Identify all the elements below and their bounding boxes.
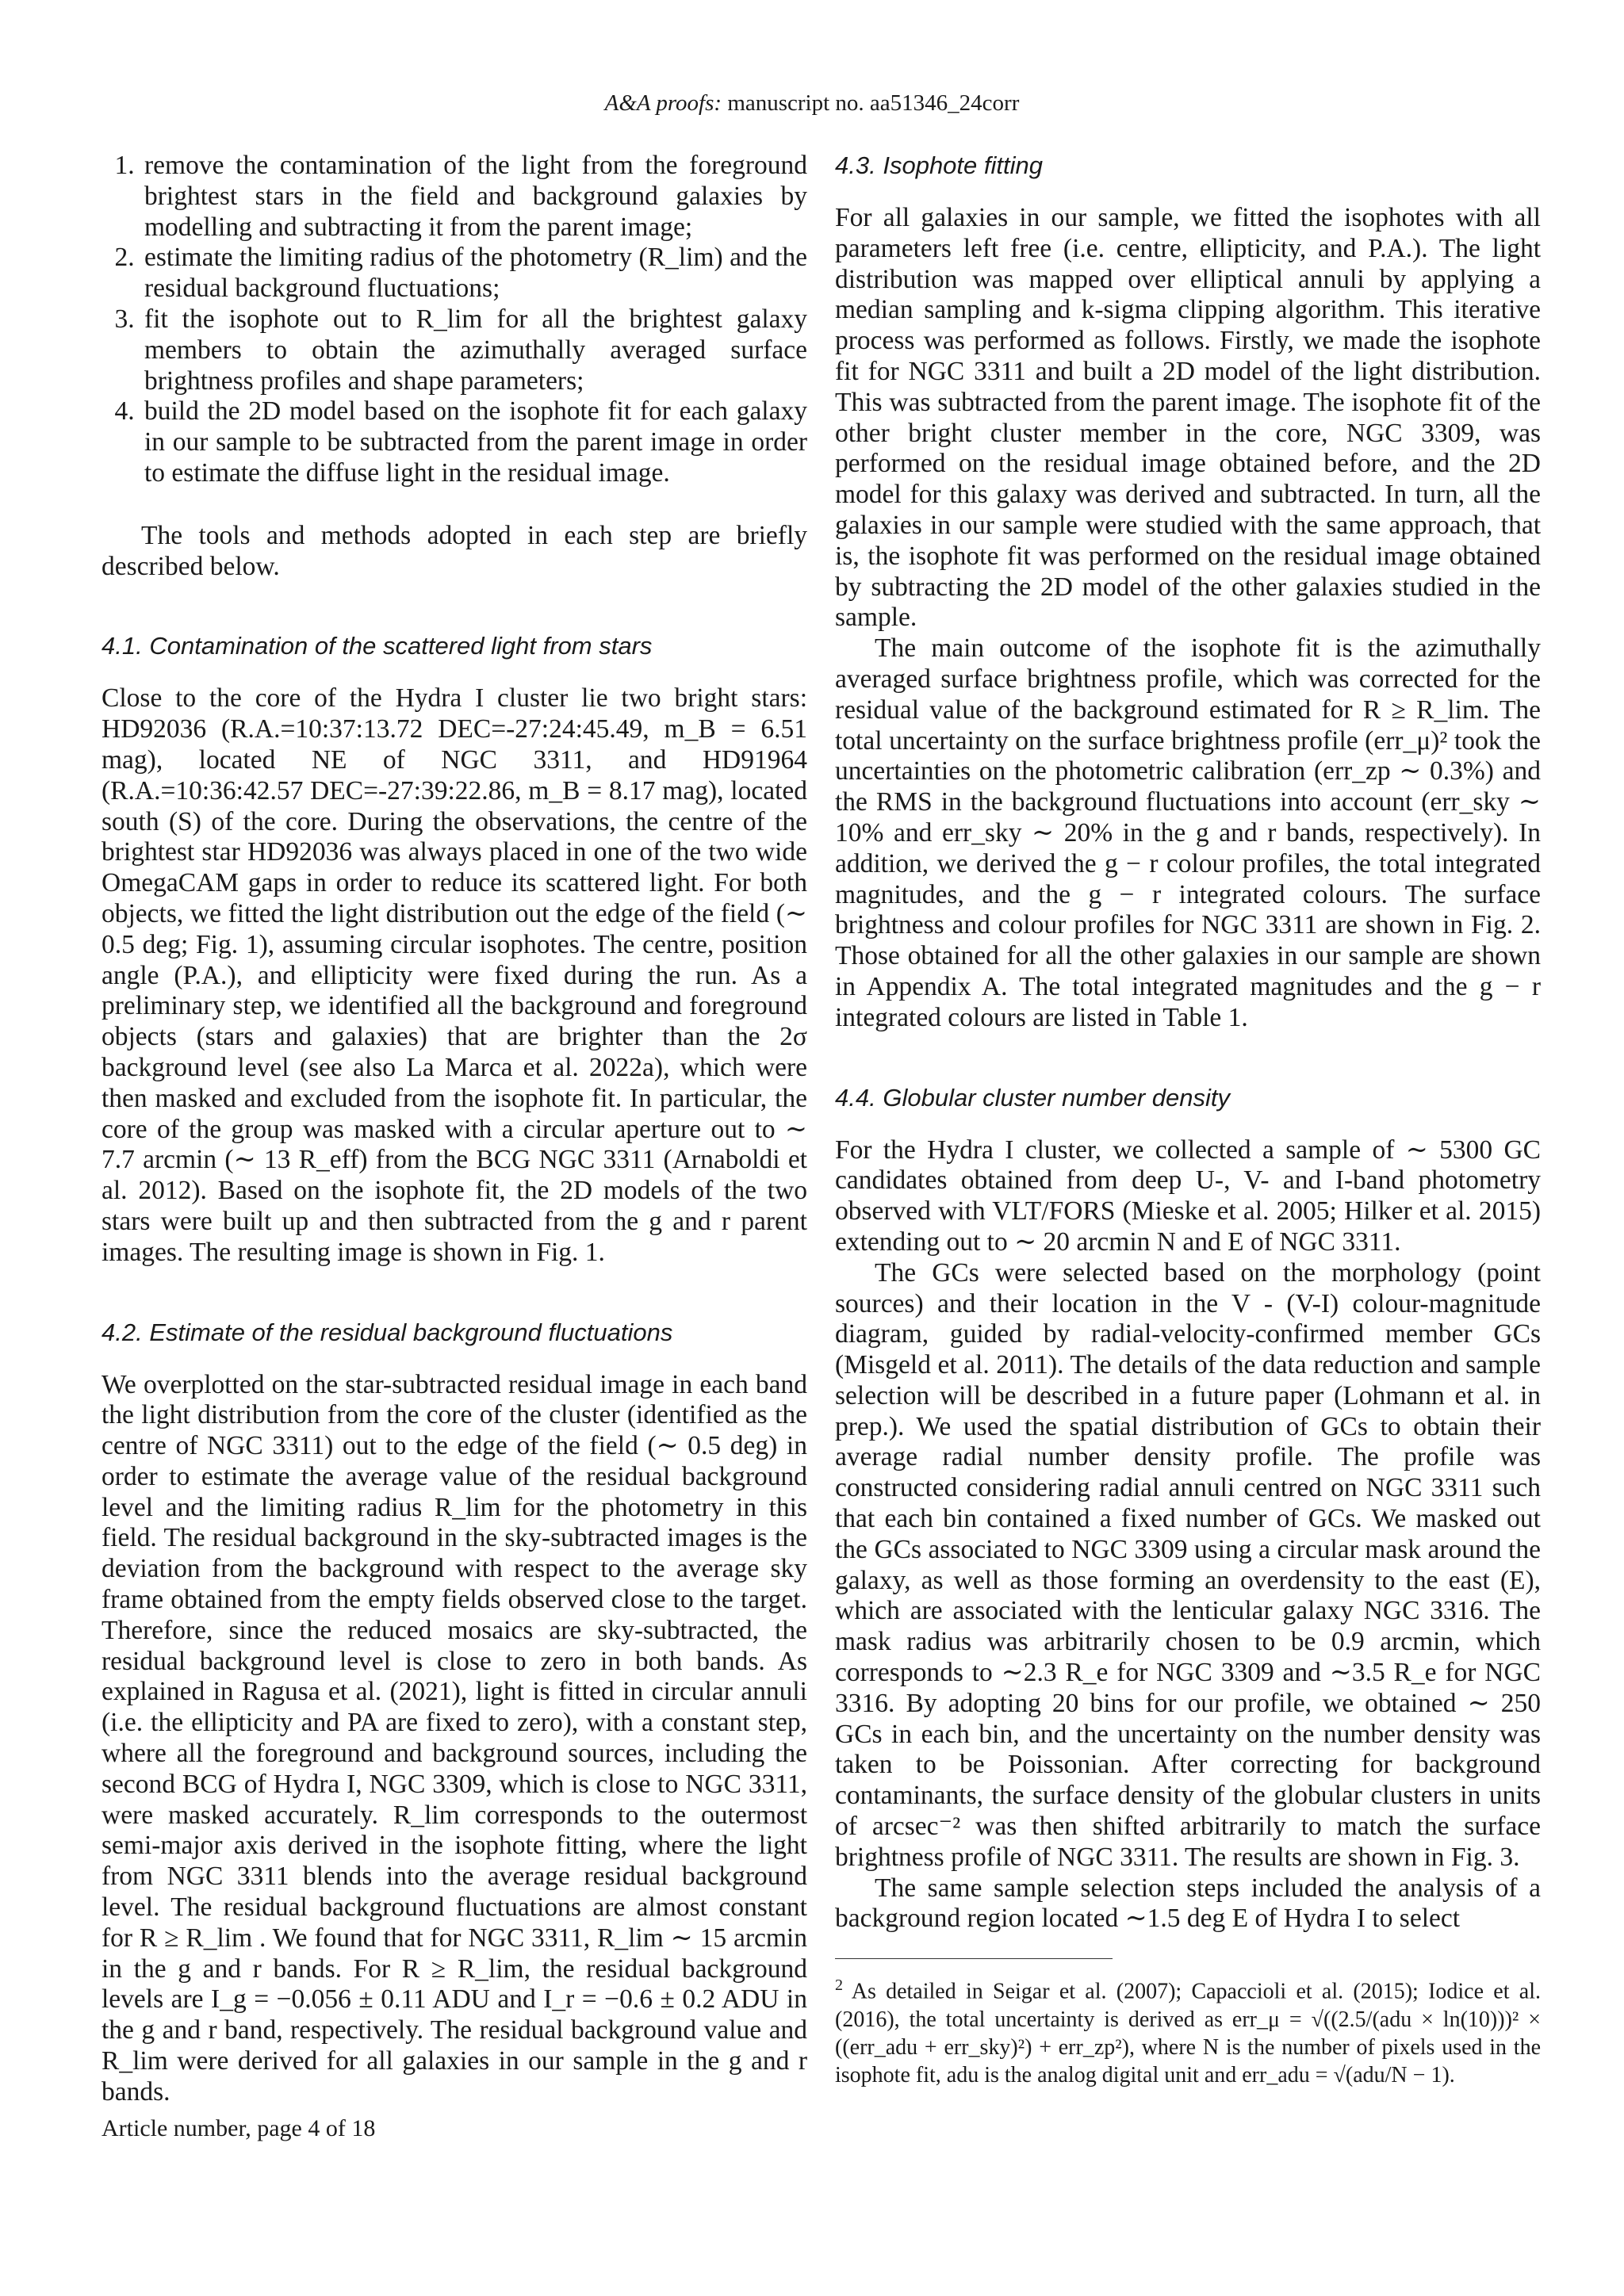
step-item: 3. fit the isophote out to R_lim for all the brightest galaxy members to obtain the azimuthally averaged surface brightness profiles and shape parameters; [141,304,807,396]
page-footer: Article number, page 4 of 18 [102,2115,376,2141]
section-heading-4-4: 4.4. Globular cluster number density [835,1083,1230,1112]
section-heading-4-2: 4.2. Estimate of the residual background fluctuations [102,1318,673,1346]
footnote-mark: 2 [835,1976,843,1995]
footnote [835,1972,1541,2088]
steps-list [102,151,807,489]
section-heading-4-3: 4.3. Isophote fitting [835,151,1043,179]
section-4-2-body: We overplotted on the star-subtracted residual image in each band the light distribution from the core of the cluster (identified as the centre of NGC 3311) out to the edge of the field (∼ 0.5 deg) in order to estimate the average value of the residual background level and the limiting radius R_lim for the photometry in this field. The residual background in the sky-subtracted images is the deviation from the background with respect to the average sky frame obtained from the empty fields observed close to the target. Therefore, since the reduced mosaics are sky-subtracted, the residual background level is close to zero in both bands. As explained in Ragusa et al. (2021), light is fitted in circular annuli (i.e. the ellipticity and PA are fixed to zero), with a constant step, where all the foreground and background sources, including the second BCG of Hydra I, NGC 3309, which is close to NGC 3311, were masked accurately. R_lim corresponds to the outermost semi-major axis derived in the isophote fitting, where the light from NGC 3311 blends into the average residual background level. The residual background fluctuations are almost constant for R ≥ R_lim . We found that for NGC 3311, R_lim ∼ 15 arcmin in the g and r bands. For R ≥ R_lim, the residual background levels are I_g = −0.056 ± 0.11 ADU and I_r = −0.6 ± 0.2 ADU in the g and r band, respectively. The residual background value and R_lim were derived for all galaxies in our sample in the g and r bands. [102,1369,807,2107]
section-4-1-body: Close to the core of the Hydra I cluster lie two bright stars: HD92036 (R.A.=10:37:13.72 DEC=-27:24:45.49, m_B = 6.51 mag), located NE of NGC 3311, and HD91964 (R.A.=10:36:42.57 DEC=-27:39:22.86, m_B = 8.17 mag), located south (S) of the core. During the observations, the centre of the brightest star HD92036 was always placed in one of the two wide OmegaCAM gaps in order to reduce its scattered light. For both objects, we fitted the light distribution out the edge of the field (∼ 0.5 deg; Fig. 1), assuming circular isophotes. The centre, position angle (P.A.), and ellipticity were fixed during the run. As a preliminary step, we identified all the background and foreground objects (stars and galaxies) that are brighter than the 2σ background level (see also La Marca et al. 2022a), which were then masked and excluded from the isophote fit. In particular, the core of the group was masked with a circular aperture out to ∼ 7.7 arcmin (∼ 13 R_eff) from the BCG NGC 3311 (Arnaboldi et al. 2012). Based on the isophote fit, the 2D models of the two stars were built up and then subtracted from the g and r parent images. The resulting image is shown in Fig. 1. [102,683,807,1267]
intro-paragraph: The tools and methods adopted in each step are briefly described below. [102,520,807,581]
running-header [0,90,1624,117]
manuscript-id: manuscript no. aa51346_24corr [727,90,1020,116]
section-4-4-paragraph-1: For the Hydra I cluster, we collected a sample of ∼ 5300 GC candidates obtained from deep U-, V- and I-band photometry observed with VLT/FORS (Mieske et al. 2005; Hilker et al. 2015) extending out to ∼ 20 arcmin N and E of NGC 3311. [835,1135,1541,1257]
right-column [835,151,1541,2089]
step-item: 2. estimate the limiting radius of the photometry (R_lim) and the residual background fluctuations; [141,243,807,304]
footnote-rule [835,1958,1113,1959]
left-column [102,151,807,2108]
section-heading-4-1: 4.1. Contamination of the scattered light from stars [102,632,653,660]
step-item: 1. remove the contamination of the light from the foreground brightest stars in the field and background galaxies by modelling and subtracting it from the parent image; [141,151,807,243]
section-4-4-paragraph-3: The same sample selection steps included the analysis of a background region located ∼1.5 deg E of Hydra I to select [835,1873,1541,1934]
section-4-3-paragraph-1: For all galaxies in our sample, we fitted the isophotes with all parameters left free (i.e. centre, ellipticity, and P.A.). The light distribution was mapped over elliptical annuli by applying a median sampling and k-sigma clipping algorithm. This iterative process was performed as follows. Firstly, we made the isophote fit for NGC 3311 and built a 2D model of the light distribution. This was subtracted from the parent image. The isophote fit of the other bright cluster member in the core, NGC 3309, was performed on the residual image obtained before, and the 2D model for this galaxy was derived and subtracted. In turn, all the galaxies in our sample were studied with the same approach, that is, the isophote fit was performed on the residual image obtained by subtracting the 2D model of the other galaxies studied in the sample. [835,203,1541,633]
step-item: 4. build the 2D model based on the isophote fit for each galaxy in our sample to be subtracted from the parent image in order to estimate the diffuse light in the residual image. [141,396,807,488]
section-4-3-paragraph-2: The main outcome of the isophote fit is the azimuthally averaged surface brightness profile, which was corrected for the residual value of the background estimated for R ≥ R_lim. The total uncertainty on the surface brightness profile (err_μ)² took the uncertainties on the photometric calibration (err_zp ∼ 0.3%) and the RMS in the background fluctuations into account (err_sky ∼ 10% and err_sky ∼ 20% in the g and r bands, respectively). In addition, we derived the g − r colour profiles, the total integrated magnitudes, and the g − r integrated colours. The surface brightness and colour profiles for NGC 3311 are shown in Fig. 2. Those obtained for all the other galaxies in our sample are shown in Appendix A. The total integrated magnitudes and the g − r integrated colours are listed in Table 1. [835,633,1541,1032]
section-4-4-paragraph-2: The GCs were selected based on the morphology (point sources) and their location in the V - (V-I) colour-magnitude diagram, guided by radial-velocity-confirmed member GCs (Misgeld et al. 2011). The details of the data reduction and sample selection will be described in a future paper (Lohmann et al. in prep.). We used the spatial distribution of GCs to obtain their average radial number density profile. The profile was constructed considering radial annuli centred on NGC 3311 such that each bin contained a fixed number of GCs. We masked out the GCs associated to NGC 3309 using a circular mask around the galaxy, as well as those forming an overdensity to the east (E), which are associated with the lenticular galaxy NGC 3316. The mask radius was arbitrarily chosen to be 0.9 arcmin, which corresponds to ∼2.3 R_e for NGC 3309 and ∼3.5 R_e for NGC 3316. By adopting 20 bins for our profile, we obtained ∼ 250 GCs in each bin, and the uncertainty on the number density was taken to be Poissonian. After correcting for background contaminants, the surface density of the globular clusters in units of arcsec⁻² was then shifted arbitrarily to match the surface brightness profile of NGC 3311. The results are shown in Fig. 3. [835,1257,1541,1872]
footnote-text: As detailed in Seigar et al. (2007); Capaccioli et al. (2015); Iodice et al. (2016), the total uncertainty is derived as err_μ = √((2.5/(adu × ln(10)))² × ((err_adu + err_sky)²) + err_zp²), where N is the number of pixels used in the isophote fit, adu is the analog digital unit and err_adu = √(adu/N − 1). [835,1979,1541,2087]
journal-label: A&A proofs: [604,90,722,116]
